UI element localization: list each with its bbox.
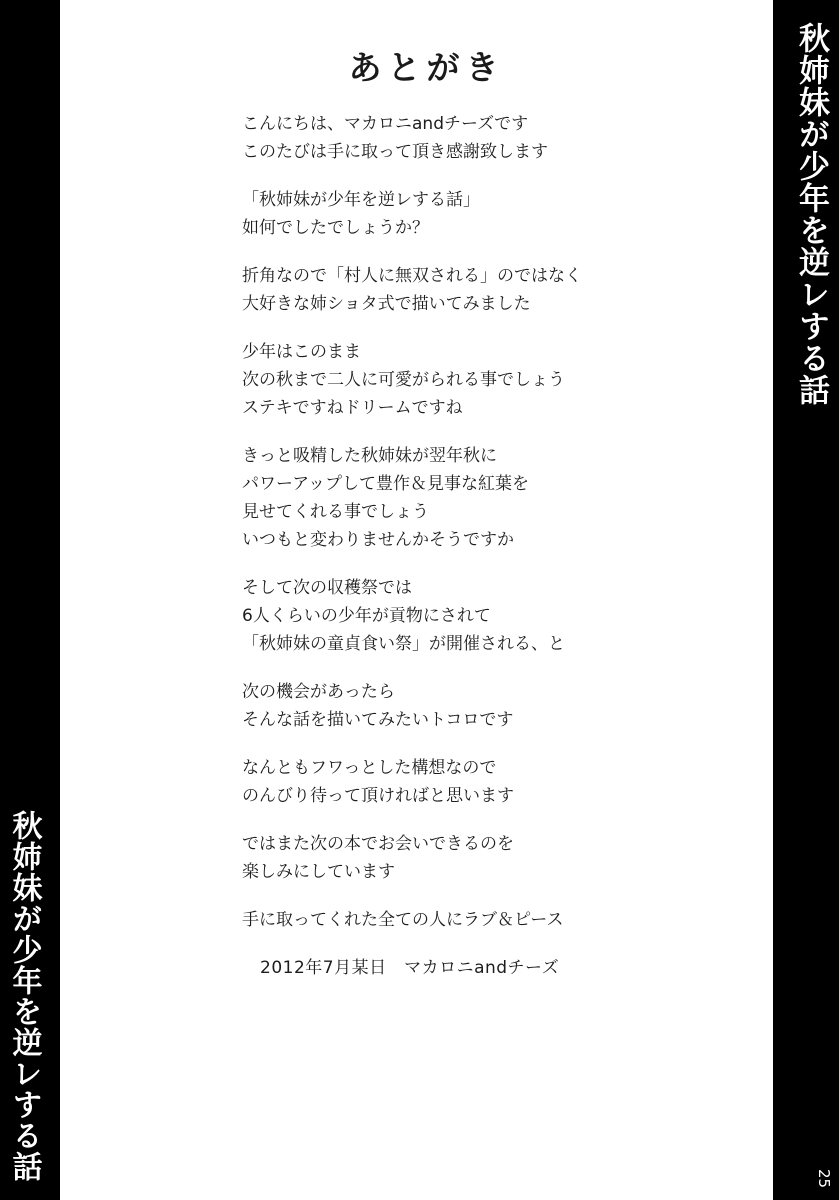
afterword-line: パワーアップして豊作＆見事な紅葉を	[242, 474, 529, 494]
afterword-paragraph	[242, 338, 702, 422]
page-content	[60, 0, 773, 1200]
afterword-paragraph	[242, 678, 702, 734]
afterword-paragraph	[242, 442, 702, 554]
afterword-line: そして次の収穫祭では	[242, 578, 412, 598]
afterword-line: 次の機会があったら	[242, 682, 395, 702]
afterword-paragraph	[242, 830, 702, 886]
afterword-paragraph	[242, 186, 702, 242]
afterword-line: 少年はこのまま	[242, 342, 361, 362]
afterword-body	[242, 110, 702, 982]
page-title: あとがき	[348, 48, 505, 87]
afterword-line: 大好きな姉ショタ式で描いてみました	[242, 294, 531, 314]
afterword-line: いつもと変わりませんかそうですか	[242, 530, 514, 550]
afterword-line: 「秋姉妹の童貞食い祭」が開催される、と	[242, 634, 565, 654]
afterword-line: このたびは手に取って頂き感謝致します	[242, 142, 548, 162]
afterword-paragraph	[242, 262, 702, 318]
right-black-band	[773, 0, 839, 1200]
afterword-line: きっと吸精した秋姉妹が翌年秋に	[242, 446, 497, 466]
afterword-paragraph	[242, 906, 702, 934]
afterword-line: ではまた次の本でお会いできるのを	[242, 834, 514, 854]
afterword-paragraph	[242, 574, 702, 658]
afterword-paragraph	[242, 754, 702, 810]
afterword-line: 「秋姉妹が少年を逆レする話」	[242, 190, 480, 210]
afterword-paragraph	[242, 110, 702, 166]
afterword-line: ステキですねドリームですね	[242, 398, 463, 418]
afterword-line: のんびり待って頂ければと思います	[242, 786, 514, 806]
afterword-line: 楽しみにしています	[242, 862, 395, 882]
page-number: 25	[815, 1168, 833, 1188]
afterword-line: 折角なので「村人に無双される」のではなく	[242, 266, 582, 286]
signature-line: 2012年7月某日 マカロニandチーズ	[260, 958, 560, 978]
afterword-line: 如何でしたでしょうか？	[242, 218, 429, 238]
afterword-line: 見せてくれる事でしょう	[242, 502, 429, 522]
afterword-line: 次の秋まで二人に可愛がられる事でしょう	[242, 370, 565, 390]
afterword-line: なんともフワっとした構想なので	[242, 758, 497, 778]
afterword-line: 手に取ってくれた全ての人にラブ＆ピース	[242, 910, 564, 930]
left-black-band	[0, 0, 60, 1200]
afterword-line: 6人くらいの少年が貢物にされて	[242, 606, 491, 626]
afterword-line: こんにちは、マカロニandチーズです	[242, 114, 529, 134]
vertical-title-left: 秋姉妹が少年を逆レする話	[6, 810, 42, 1182]
afterword-line: そんな話を描いてみたいトコロです	[242, 710, 514, 730]
vertical-title-right: 秋姉妹が少年を逆レする話	[793, 22, 829, 406]
